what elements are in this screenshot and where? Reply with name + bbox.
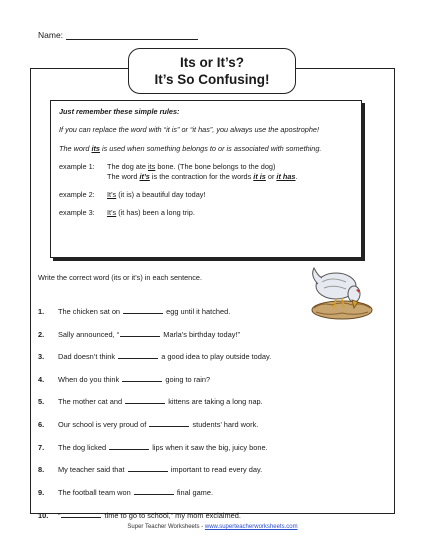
answer-blank[interactable] (122, 375, 162, 382)
rule-2: The word its is used when something belongs to or is associated with something. (59, 143, 322, 153)
example-1-line2-pre: The word (107, 171, 140, 181)
question-3: 3. Dad doesn’t think a good idea to play outside today. (38, 352, 272, 361)
question-4: 4. When do you think going to rain? (38, 375, 211, 384)
name-row (38, 30, 198, 40)
question-2: 2. Sally announced, “ Marla’s birthday today!” (38, 330, 240, 339)
example-label: example 3: (59, 208, 95, 218)
question-10: 10. “ time to go to school,” my mom exclaimed. (38, 511, 241, 520)
answer-blank[interactable] (118, 352, 158, 359)
example-label: example 1: (59, 162, 95, 172)
example-text-pre: The dog ate (107, 162, 148, 172)
example-word: It’s (107, 208, 117, 218)
example-word: It’s (107, 190, 117, 200)
title-box (128, 48, 296, 94)
question-1: 1. The chicken sat on egg until it hatched. (38, 307, 231, 316)
hen-on-nest-illustration (302, 258, 378, 322)
rule-2-word: its (91, 143, 100, 153)
answer-blank[interactable] (61, 511, 101, 518)
footer-text: Super Teacher Worksheets - (127, 524, 205, 530)
footer-link[interactable]: www.superteacherworksheets.com (204, 524, 298, 530)
rules-box (50, 100, 362, 258)
answer-blank[interactable] (128, 465, 168, 472)
example-1-line2-end: . (295, 171, 298, 181)
name-input-line[interactable] (66, 31, 198, 40)
answer-blank[interactable] (123, 307, 163, 314)
example-1-line2-word: it’s (139, 171, 150, 181)
example-word: its (147, 162, 156, 172)
example-label: example 2: (59, 190, 95, 200)
example-1-line2-mid: is the contraction for the words (149, 171, 254, 181)
question-8: 8. My teacher said that important to read every day. (38, 465, 263, 474)
title-line-1: Its or It’s? (179, 55, 244, 70)
rules-heading: Just remember these simple rules: (59, 107, 180, 116)
answer-blank[interactable] (125, 397, 165, 404)
example-text-post: bone. (The bone belongs to the dog) (155, 162, 276, 172)
answer-blank[interactable] (109, 443, 149, 450)
answer-blank[interactable] (120, 330, 160, 337)
question-6: 6. Our school is very proud of students’ hard work. (38, 420, 259, 429)
example-1-line2-w2: it has (276, 171, 296, 181)
title-line-2: It’s So Confusing! (154, 72, 270, 87)
answer-blank[interactable] (149, 420, 189, 427)
example-text-post: (it has) been a long trip. (116, 208, 195, 218)
footer (0, 524, 425, 530)
example-1-line2-or: or (265, 171, 277, 181)
example-1 (59, 162, 353, 181)
rule-1: If you can replace the word with “it is” or “it has”, you always use the apostrophe! (59, 125, 319, 135)
example-1-line2-w1: it is (253, 171, 266, 181)
question-5: 5. The mother cat and kittens are taking a long nap. (38, 397, 263, 406)
question-7: 7. The dog licked lips when it saw the big, juicy bone. (38, 443, 268, 452)
question-9: 9. The football team won final game. (38, 488, 213, 497)
example-2 (59, 190, 353, 199)
answer-blank[interactable] (134, 488, 174, 495)
name-label: Name: (38, 30, 64, 40)
instruction: Write the correct word (its or it’s) in each sentence. (38, 273, 202, 282)
example-text-post: (it is) a beautiful day today! (116, 190, 206, 200)
example-3 (59, 208, 353, 217)
